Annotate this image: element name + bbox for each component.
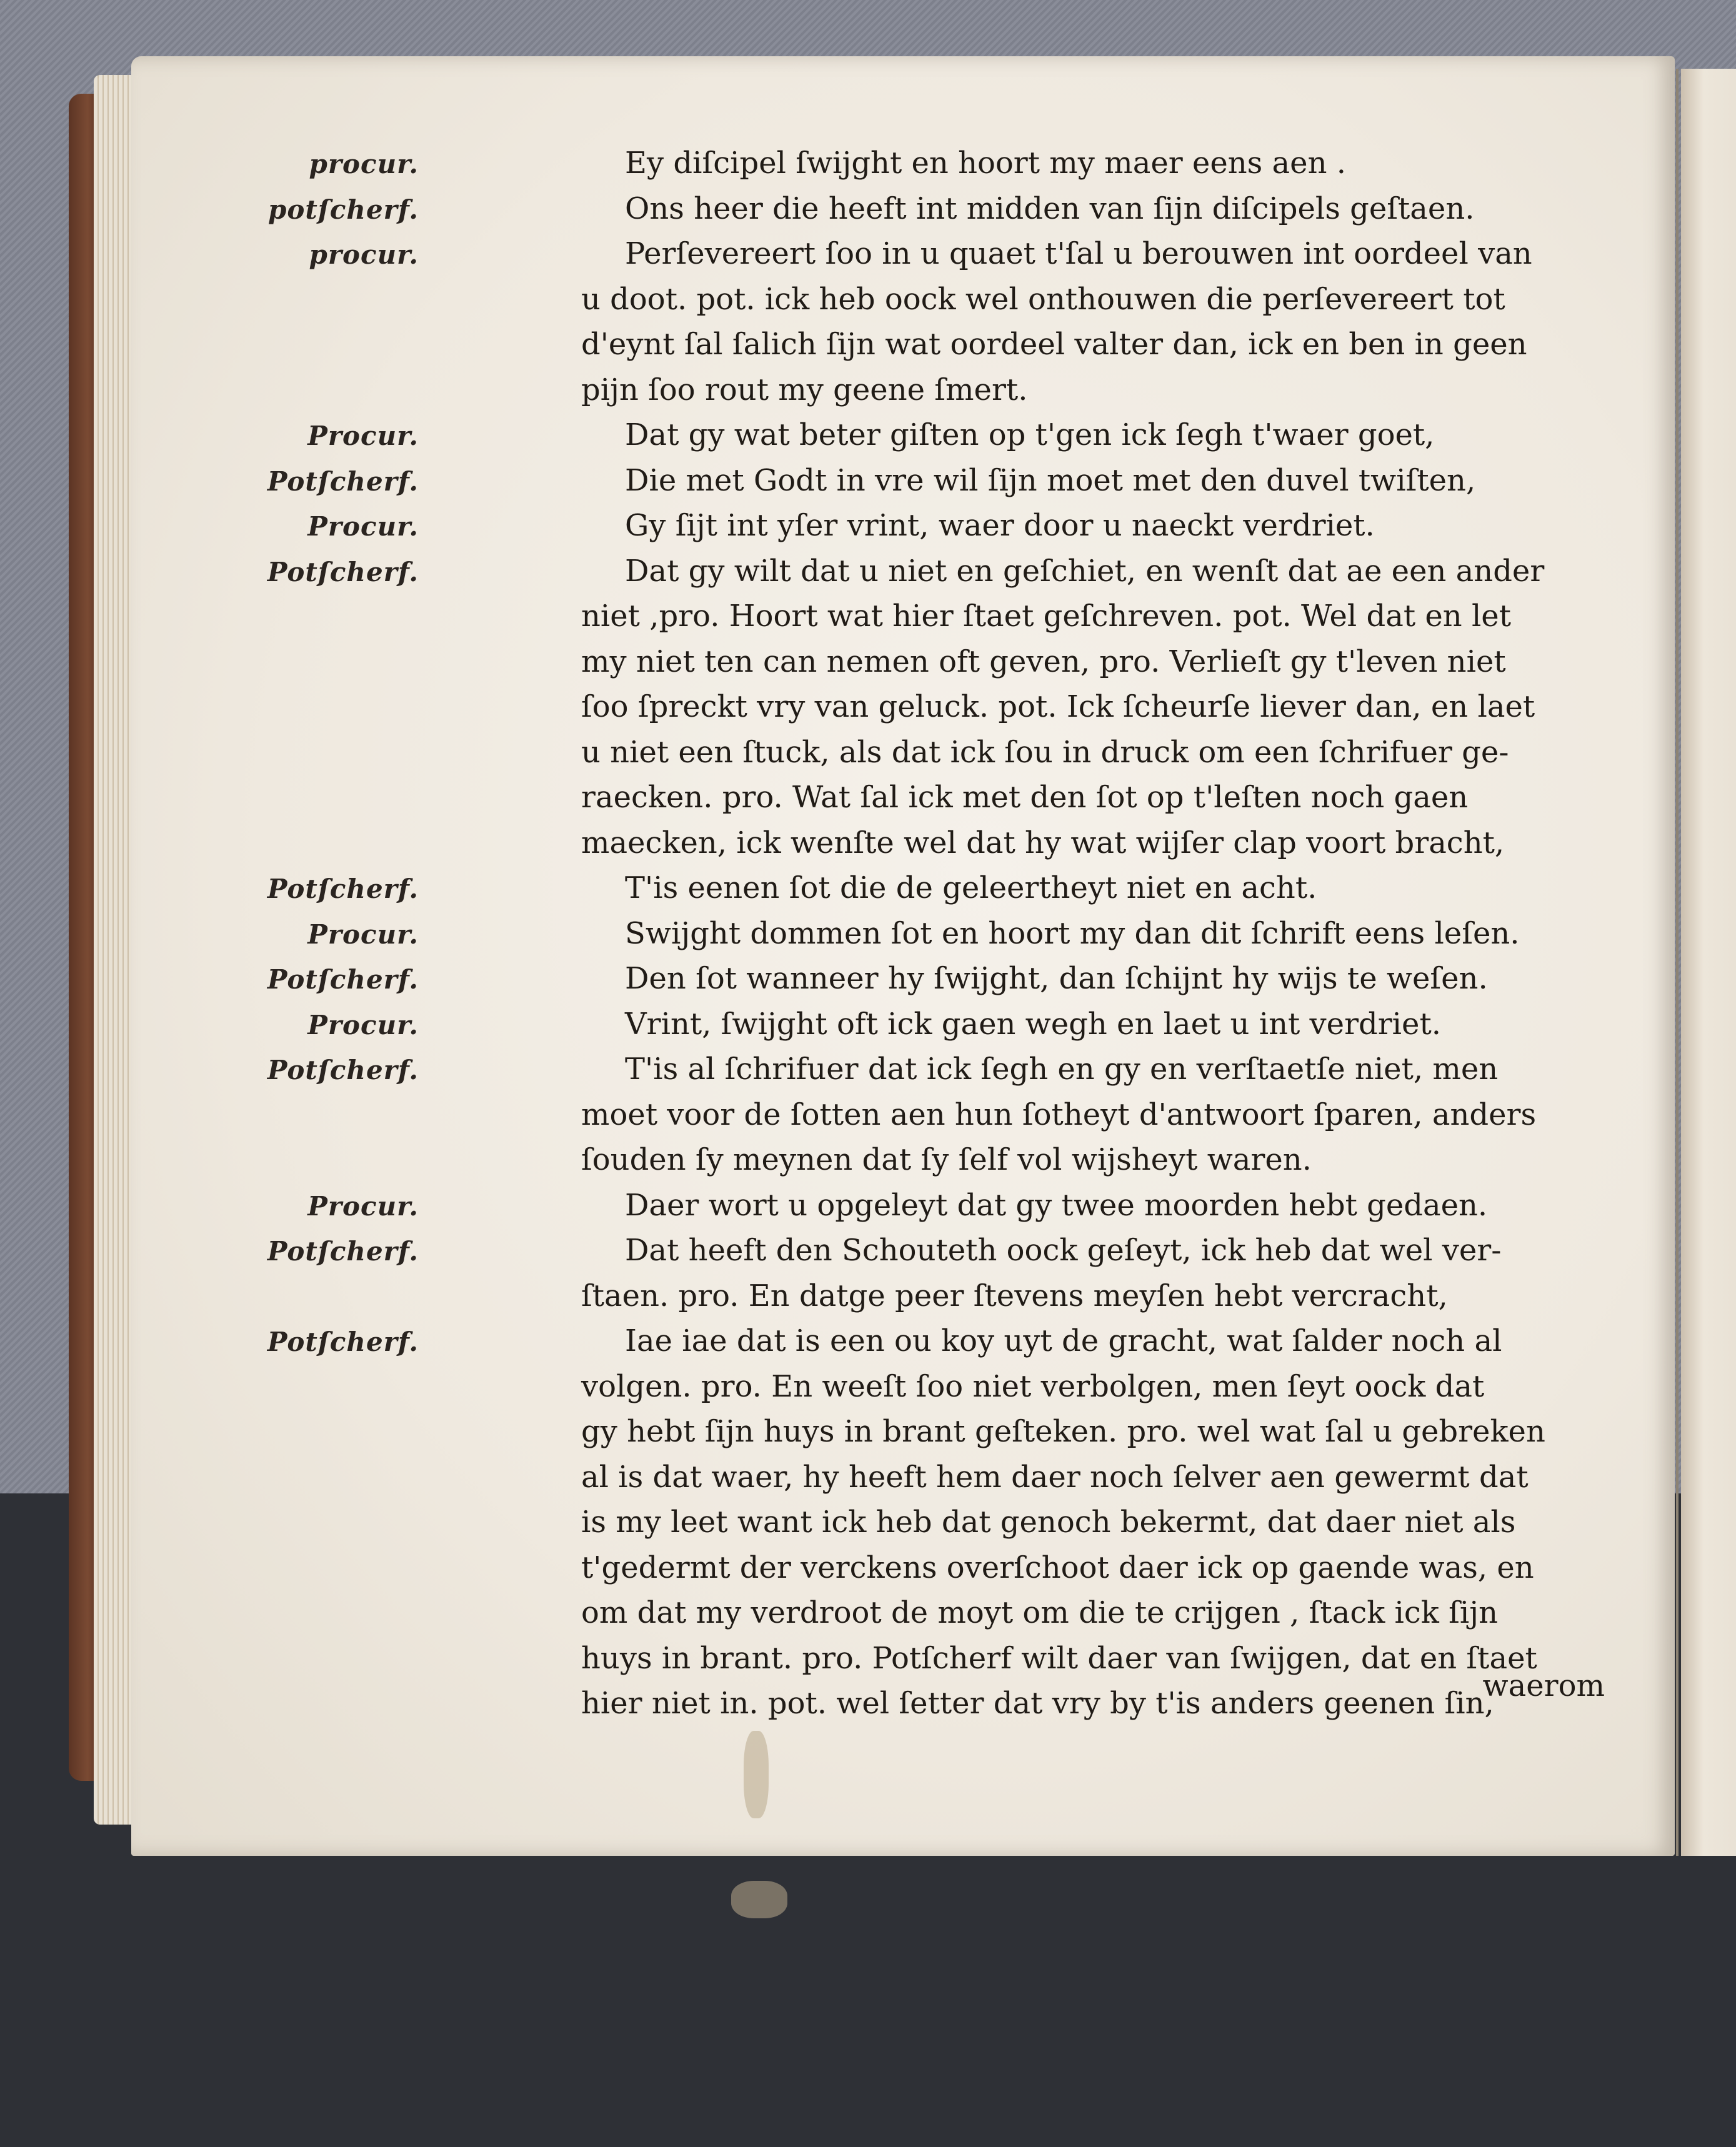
dialogue-line	[437, 732, 1606, 777]
dialogue-text	[267, 142, 1606, 1728]
dialogue-line	[437, 1094, 1606, 1140]
line-text: moet voor de ſotten aen hun ſotheyt d'antwoort ſparen, anders	[581, 1097, 1537, 1132]
line-text: Vrint, ſwijght oft ick gaen wegh en laet u int verdriet.	[625, 1006, 1441, 1042]
line-text: my niet ten can nemen oft geven, pro. Verlieſt gy t'leven niet	[581, 644, 1506, 679]
line-text: Gy ſijt int yſer vrint, waer door u naeckt verdriet.	[625, 508, 1375, 543]
line-text: maecken, ick wenſte wel dat hy wat wijſer clap voort bracht,	[581, 825, 1505, 860]
line-text: Ons heer die heeft int midden van ſijn diſcipels geſtaen.	[625, 191, 1475, 226]
line-text: Dat heeft den Schouteth oock geſeyt, ick heb dat wel ver-	[625, 1233, 1502, 1268]
dialogue-line	[437, 822, 1606, 868]
dialogue-line	[437, 279, 1606, 324]
dialogue-line	[437, 1275, 1606, 1321]
line-text: Ey diſcipel ſwijght en hoort my maer eens aen .	[625, 146, 1346, 181]
line-text: Iae iae dat is een ou koy uyt de gracht, wat ſalder noch al	[625, 1323, 1502, 1358]
dialogue-line	[437, 1502, 1606, 1547]
dialogue-line	[267, 1320, 1606, 1366]
dialogue-line	[307, 913, 1606, 959]
dialogue-line	[267, 1230, 1606, 1275]
dialogue-line	[307, 414, 1606, 460]
catchword: waerom	[1482, 1668, 1605, 1703]
dialogue-line	[437, 1547, 1606, 1593]
speaker-label: Potſcherf.	[267, 1327, 419, 1357]
speaker-label: procur.	[309, 239, 419, 270]
speaker-label: Potſcherf.	[267, 1055, 419, 1085]
speaker-label: Potſcherf.	[267, 964, 419, 995]
line-text: Perſevereert ſoo in u quaet t'ſal u berouwen int oordeel van	[625, 236, 1532, 271]
line-text: T'is eenen ſot die de geleertheyt niet en acht.	[625, 870, 1317, 905]
dialogue-line	[437, 1366, 1606, 1412]
line-text: d'eynt ſal ſalich ſijn wat oordeel valter dan, ick en ben in geen	[581, 327, 1527, 362]
line-text: Daer wort u opgeleyt dat gy twee moorden hebt gedaen.	[625, 1187, 1488, 1223]
line-text: gy hebt ſijn huys in brant geſteken. pro. wel wat ſal u gebreken	[581, 1414, 1545, 1449]
line-text: is my leet want ick heb dat genoch bekermt, dat daer niet als	[581, 1505, 1516, 1540]
gutter	[1676, 69, 1679, 1856]
speaker-label: Procur.	[307, 1009, 419, 1040]
paper-stain	[731, 1881, 787, 1918]
dialogue-line	[437, 1411, 1606, 1457]
dialogue-line	[437, 1683, 1606, 1728]
speaker-label: Potſcherf.	[267, 874, 419, 904]
dialogue-line	[437, 1457, 1606, 1502]
speaker-label: Procur.	[307, 1190, 419, 1222]
paper-stain	[744, 1731, 769, 1818]
speaker-label: Potſcherf.	[267, 1236, 419, 1267]
dialogue-line	[267, 550, 1606, 596]
dialogue-line	[267, 460, 1606, 506]
facing-page-edge	[1681, 69, 1736, 1856]
dialogue-line	[437, 1638, 1606, 1683]
speaker-label: Procur.	[307, 421, 419, 451]
line-text: huys in brant. pro. Potſcherf wilt daer van ſwijgen, dat en ſtaet	[581, 1640, 1537, 1676]
dialogue-line	[437, 369, 1606, 415]
line-text: hier niet in. pot. wel ſetter dat vry by t'is anders geenen ſin,	[581, 1686, 1494, 1721]
line-text: u doot. pot. ick heb oock wel onthouwen die perſevereert tot	[581, 281, 1505, 317]
line-text: T'is al ſchrifuer dat ick ſegh en gy en verſtaetſe niet, men	[625, 1052, 1499, 1087]
dialogue-line	[437, 1139, 1606, 1185]
dialogue-line	[437, 324, 1606, 369]
dialogue-line	[267, 867, 1606, 913]
dialogue-line	[309, 233, 1606, 279]
dialogue-line	[437, 777, 1606, 822]
dialogue-line	[307, 1004, 1606, 1049]
dialogue-line	[307, 1185, 1606, 1230]
speaker-label: Potſcherf.	[267, 556, 419, 587]
line-text: al is dat waer, hy heeft hem daer noch ſelver aen gewermt dat	[581, 1459, 1529, 1495]
dialogue-line	[267, 1049, 1606, 1094]
line-text: Dat gy wat beter giſten op t'gen ick ſegh t'waer goet,	[625, 417, 1435, 452]
line-text: u niet een ſtuck, als dat ick ſou in druck om een ſchrifuer ge-	[581, 734, 1509, 770]
speaker-label: potſcherf.	[268, 194, 419, 225]
dialogue-line	[437, 595, 1606, 641]
line-text: pijn ſoo rout my geene ſmert.	[581, 372, 1028, 407]
line-text: ſoo ſpreckt vry van geluck. pot. Ick ſcheurſe liever dan, en laet	[581, 689, 1535, 724]
line-text: raecken. pro. Wat ſal ick met den ſot op t'leſten noch gaen	[581, 780, 1469, 815]
line-text: ſouden ſy meynen dat ſy ſelf vol wijsheyt waren.	[581, 1142, 1312, 1177]
line-text: Den ſot wanneer hy ſwijght, dan ſchijnt hy wijs te weſen.	[625, 961, 1488, 996]
line-text: t'gedermt der verckens overſchoot daer ick op gaende was, en	[581, 1550, 1534, 1585]
dialogue-line	[437, 641, 1606, 687]
dialogue-line	[437, 1592, 1606, 1638]
line-text: ſtaen. pro. En datge peer ſtevens meyſen hebt vercracht,	[581, 1278, 1448, 1313]
dialogue-line	[309, 142, 1606, 188]
speaker-label: procur.	[309, 149, 419, 179]
line-text: Die met Godt in vre wil ſijn moet met den duvel twiſten,	[625, 462, 1476, 498]
speaker-label: Procur.	[307, 511, 419, 542]
speaker-label: Potſcherf.	[267, 466, 419, 497]
line-text: Dat gy wilt dat u niet en geſchiet, en wenſt dat ae een ander	[625, 553, 1545, 589]
dialogue-line	[268, 188, 1606, 234]
line-text: om dat my verdroot de moyt om die te crijgen , ſtack ick ſijn	[581, 1595, 1499, 1630]
speaker-label: Procur.	[307, 919, 419, 950]
line-text: Swijght dommen ſot en hoort my dan dit ſchrift eens leſen.	[625, 915, 1520, 951]
dialogue-line	[267, 958, 1606, 1004]
line-text: niet ,pro. Hoort wat hier ſtaet geſchreven. pot. Wel dat en let	[581, 599, 1511, 634]
dialogue-line	[437, 686, 1606, 732]
line-text: volgen. pro. En weeſt ſoo niet verbolgen, men ſeyt oock dat	[581, 1368, 1485, 1404]
dialogue-line	[307, 505, 1606, 550]
